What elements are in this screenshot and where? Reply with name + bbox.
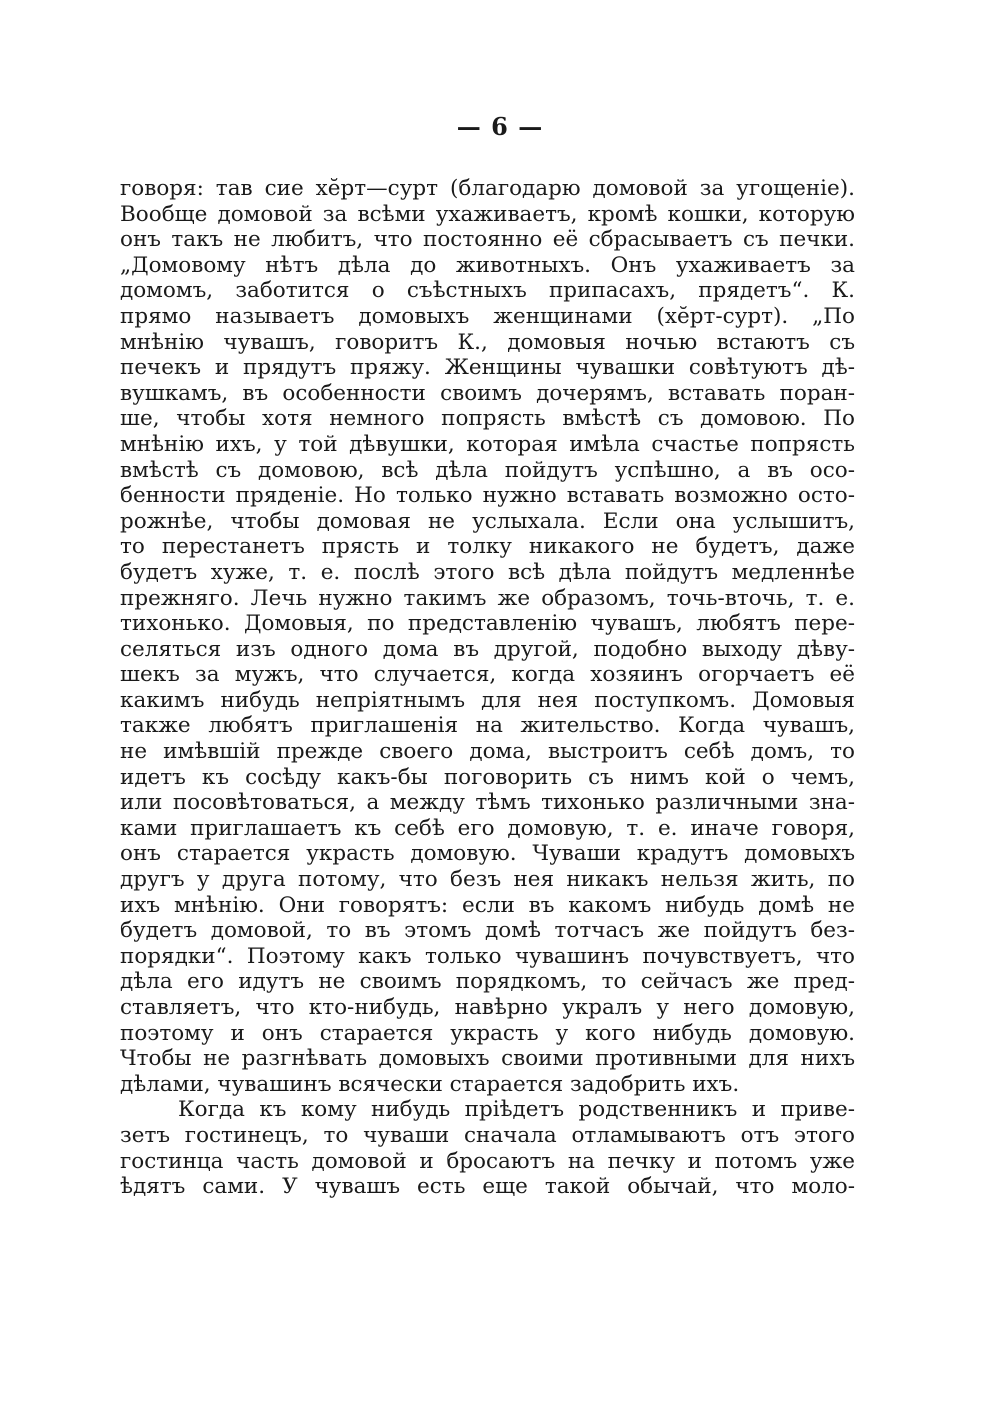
text-line: бенности пряденіе. Но только нужно вставать возможно осто- [120, 483, 855, 509]
text-line: ихъ мнѣнію. Они говорятъ: если въ какомъ нибудь домѣ не [120, 892, 855, 918]
body-text [120, 176, 855, 1200]
text-line: также любятъ приглашенія на жительство. Когда чувашъ, [120, 713, 855, 739]
text-line: зетъ гостинецъ, то чуваши сначала отламываютъ отъ этого [120, 1122, 855, 1148]
text-line: шекъ за мужъ, что случается, когда хозяинъ огорчаетъ её [120, 662, 855, 688]
text-line: мнѣнію ихъ, у той дѣвушки, которая имѣла счастье попрясть [120, 431, 855, 457]
text-line: прямо называетъ домовыхъ женщинами (хĕрт-сурт). „По [120, 303, 855, 329]
page-number: — 6 — [456, 112, 544, 141]
text-line: селяться изъ одного дома въ другой, подобно выходу дѣву- [120, 636, 855, 662]
text-line: будетъ домовой, то въ этомъ домѣ тотчасъ же пойдутъ без- [120, 918, 855, 944]
text-line: рожнѣе, чтобы домовая не услыхала. Если она услышитъ, [120, 508, 855, 534]
text-line: „Домовому нѣтъ дѣла до животныхъ. Онъ ухаживаетъ за [120, 252, 855, 278]
text-line: домомъ, заботится о съѣстныхъ припасахъ, прядетъ“. К. [120, 278, 855, 304]
text-line: будетъ хуже, т. е. послѣ этого всѣ дѣла пойдутъ медленнѣе [120, 559, 855, 585]
text-line: или посовѣтоваться, а между тѣмъ тихонько различными зна- [120, 790, 855, 816]
text-line: онъ такъ не любитъ, что постоянно её сбрасываетъ съ печки. [120, 227, 855, 253]
text-line: то перестанетъ прясть и толку никакого не будетъ, даже [120, 534, 855, 560]
text-line: ставляетъ, что кто-нибудь, навѣрно укралъ у него домовую, [120, 995, 855, 1020]
text-line: гостинца часть домовой и бросаютъ на печку и потомъ уже [120, 1148, 855, 1174]
text-line: идетъ къ сосѣду какъ-бы поговорить съ нимъ кой о чемъ, [120, 764, 855, 790]
text-line: ше, чтобы хотя немного попрясть вмѣстѣ съ домовою. По [120, 406, 855, 432]
text-line: Вообще домовой за всѣми ухаживаетъ, кромѣ кошки, которую [120, 201, 855, 227]
text-line: дѣла его идутъ не своимъ порядкомъ, то сейчасъ же пред- [120, 969, 855, 995]
text-line: ками приглашаетъ къ себѣ его домовую, т. е. иначе говоря, [120, 815, 855, 841]
text-line: вушкамъ, въ особенности своимъ дочерямъ, вставать поран- [120, 380, 855, 406]
text-line: другъ у друга потому, что безъ нея никакъ нельзя жить, по [120, 867, 855, 893]
text-line: не имѣвшій прежде своего дома, выстроитъ себѣ домъ, то [120, 739, 855, 765]
text-line: какимъ нибудь непріятнымъ для нея поступкомъ. Домовыя [120, 687, 855, 713]
text-line: поэтому и онъ старается украсть у кого нибудь домовую. [120, 1020, 855, 1046]
text-line: порядки“. Поэтому какъ только чувашинъ почувствуетъ, что [120, 943, 855, 969]
text-line: вмѣстѣ съ домовою, всѣ дѣла пойдутъ успѣшно, а въ осо- [120, 457, 855, 483]
text-line: дѣлами, чувашинъ всячески старается задобрить ихъ. [120, 1071, 740, 1097]
text-line: онъ старается украсть домовую. Чуваши крадутъ домовыхъ [120, 841, 855, 867]
text-line: ѣдятъ сами. У чувашъ есть еще такой обычай, что моло- [120, 1174, 855, 1200]
text-line: прежняго. Лечь нужно такимъ же образомъ, точь-вточь, т. е. [120, 585, 855, 611]
text-line: тихонько. Домовыя, по представленію чувашъ, любятъ пере- [120, 611, 855, 637]
text-line: говоря: тав сие хĕрт—сурт (благодарю домовой за угощеніе). [120, 176, 855, 201]
text-line: Чтобы не разгнѣвать домовыхъ своими противными для нихъ [120, 1046, 855, 1072]
text-line: Когда къ кому нибудь пріѣдетъ родственникъ и приве- [178, 1097, 855, 1123]
text-line: мнѣнію чувашъ, говоритъ К., домовыя ночью встаютъ съ [120, 329, 855, 355]
text-line: печекъ и прядутъ пряжу. Женщины чувашки совѣтуютъ дѣ- [120, 355, 855, 381]
